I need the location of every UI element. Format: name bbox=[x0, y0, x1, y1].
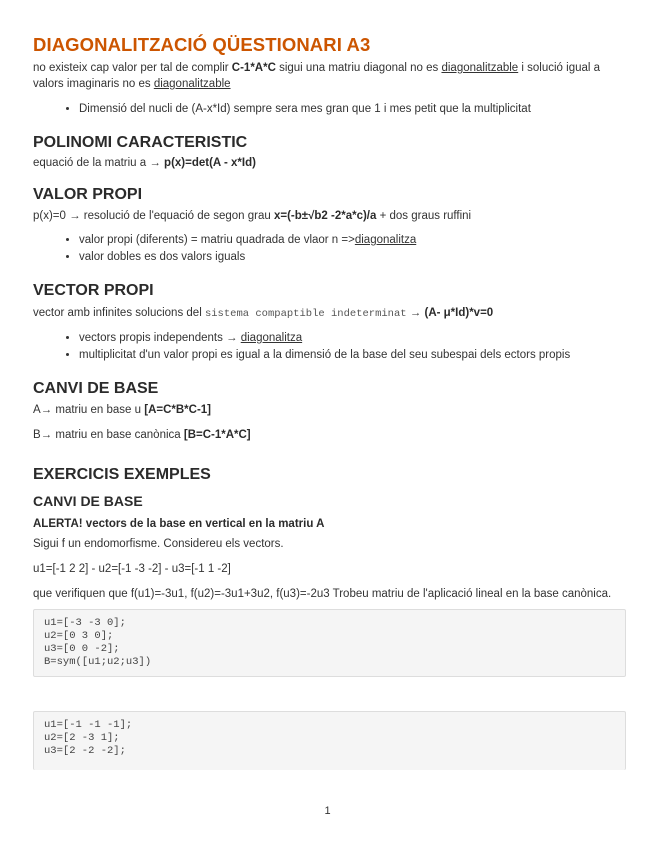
vector-propi-paragraph bbox=[33, 305, 626, 322]
exercise-vectors: u1=[-1 2 2] - u2=[-1 -3 -2] - u3=[-1 1 -2] bbox=[33, 563, 231, 575]
intro-formula: C-1*A*C bbox=[231, 62, 276, 74]
intro-text-3: i solució igual a valors imaginaris no es bbox=[33, 62, 601, 90]
canvi-base-line-a bbox=[33, 402, 626, 418]
vector-propi-list bbox=[33, 330, 626, 364]
subsection-heading-canvi-base: CANVI DE BASE bbox=[33, 493, 143, 509]
list-item-text: vectors propis independents → bbox=[79, 332, 241, 344]
document-page bbox=[33, 0, 626, 770]
inline-code: sistema compaptible indeterminat bbox=[204, 308, 407, 320]
vector-propi-text-2: → bbox=[406, 307, 425, 319]
valor-propi-paragraph bbox=[33, 208, 626, 224]
list-item bbox=[79, 232, 626, 249]
exercise-paragraph-1: Sigui f un endomorfisme. Considereu els vectors. bbox=[33, 538, 284, 550]
section-heading-vector-propi: VECTOR PROPI bbox=[33, 282, 154, 299]
list-item-text: valor propi (diferents) = matriu quadrada de vlaor n => bbox=[79, 234, 355, 246]
code-block: u1=[-3 -3 0]; u2=[0 3 0]; u3=[0 0 -2]; B=sym([u1;u2;u3]) bbox=[33, 609, 626, 677]
page-number: 1 bbox=[324, 805, 331, 817]
polinomi-text: equació de la matriu a → bbox=[33, 157, 165, 169]
diagonalitza-link: diagonalitza bbox=[354, 234, 417, 246]
list-item-text: valor dobles es dos valors iguals bbox=[79, 251, 246, 263]
list-item bbox=[79, 347, 626, 364]
alert-bold: ALERTA! vectors de la base en vertical en la matriu A bbox=[33, 518, 325, 530]
list-item-text: multiplicitat d'un valor propi es igual a la dimensió de la base del seu subespai dels ectors propis bbox=[79, 349, 571, 361]
canvi-base-formula-b: [B=C-1*A*C] bbox=[183, 429, 251, 441]
list-item bbox=[79, 249, 626, 266]
canvi-base-formula-a: [A=C*B*C-1] bbox=[144, 404, 212, 416]
vector-propi-text-1: vector amb infinites solucions del bbox=[33, 307, 205, 319]
valor-propi-list bbox=[33, 232, 626, 266]
canvi-base-text-a: A→ matriu en base u bbox=[33, 404, 145, 416]
polinomi-paragraph bbox=[33, 155, 626, 171]
section-heading-exercicis: EXERCICIS EXEMPLES bbox=[33, 466, 211, 483]
list-item: • Dimensió del nucli de (A-x*Id) sempre sera mes gran que 1 i mes petit que la multiplicitat bbox=[79, 101, 626, 118]
exercise-paragraph-2: que verifiquen que f(u1)=-3u1, f(u2)=-3u1+3u2, f(u3)=-2u3 Trobeu matriu de l'aplicació lineal en la base canònica. bbox=[33, 588, 612, 600]
canvi-base-text-b: B→ matriu en base canònica bbox=[33, 429, 184, 441]
valor-propi-text-1: p(x)=0 → resolució de l'equació de segon grau bbox=[33, 210, 274, 222]
list-item bbox=[79, 330, 626, 347]
vector-propi-formula: (A- μ*Id)*v=0 bbox=[424, 307, 494, 319]
section-heading-polinomi: POLINOMI CARACTERISTIC bbox=[33, 134, 248, 151]
intro-text-1: no existeix cap valor per tal de complir bbox=[33, 62, 232, 74]
section-heading-valor-propi: VALOR PROPI bbox=[33, 186, 143, 203]
intro-text-2: sigui una matriu diagonal no es bbox=[275, 62, 442, 74]
intro-underline-2: diagonalitzable bbox=[153, 78, 231, 90]
intro-underline-1: diagonalitzable bbox=[441, 62, 519, 74]
polinomi-formula: p(x)=det(A - x*Id) bbox=[164, 157, 256, 169]
diagonalitza-link: diagonalitza bbox=[240, 332, 303, 344]
code-block: u1=[-1 -1 -1]; u2=[2 -3 1]; u3=[2 -2 -2]; bbox=[33, 711, 626, 770]
canvi-base-line-b bbox=[33, 427, 626, 443]
section-heading-canvi-base: CANVI DE BASE bbox=[33, 380, 159, 397]
page-title: DIAGONALITZACIÓ QÜESTIONARI A3 bbox=[33, 34, 371, 55]
intro-list bbox=[33, 101, 626, 118]
valor-propi-text-2: + dos graus ruffini bbox=[376, 210, 472, 222]
alert-text bbox=[33, 516, 626, 532]
valor-propi-formula: x=(-b±√b2 -2*a*c)/a bbox=[273, 210, 377, 222]
intro-paragraph bbox=[33, 60, 626, 92]
